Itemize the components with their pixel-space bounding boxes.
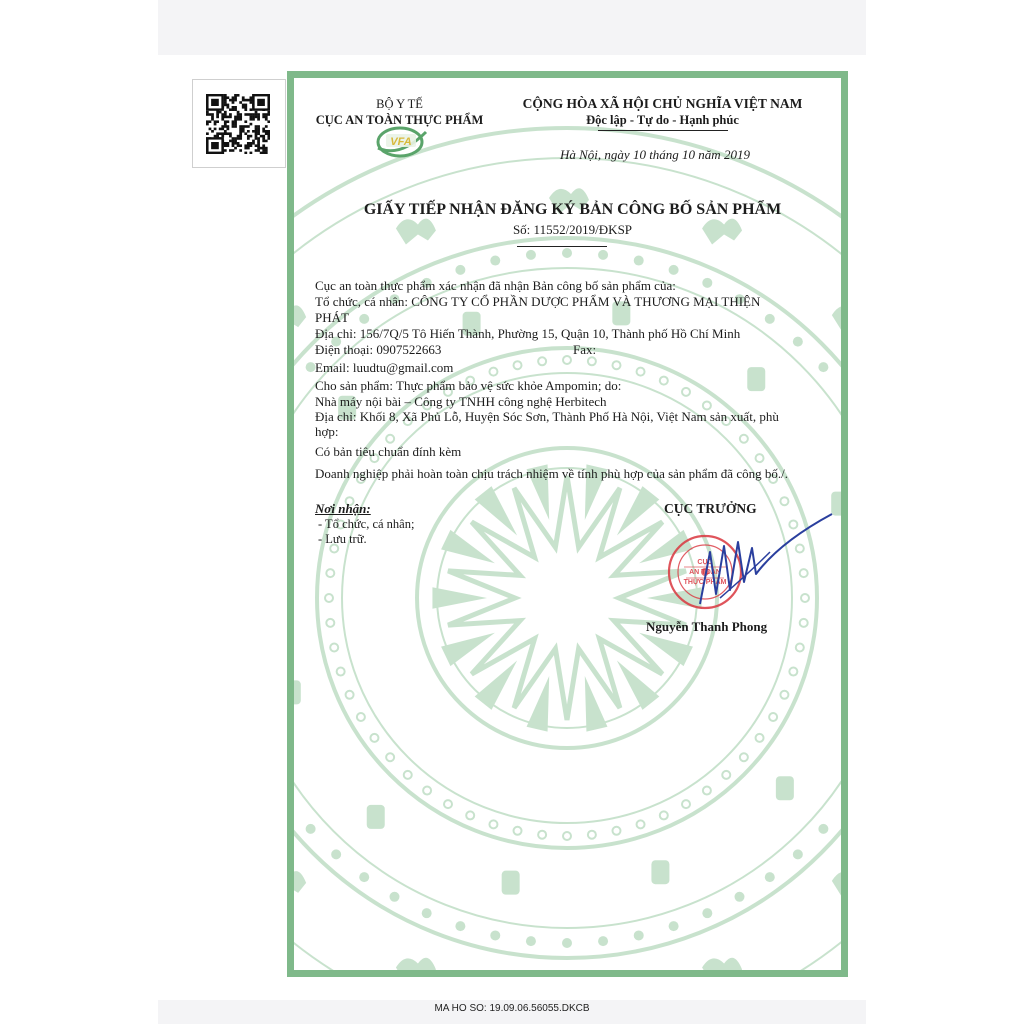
ministry-name: BỘ Y TẾ [376,97,423,111]
title-underline [517,246,607,247]
document-title: GIẤY TIẾP NHẬN ĐĂNG KÝ BẢN CÔNG BỐ SẢN PHẨM [363,201,782,218]
official-stamp-and-signature [660,512,840,622]
department-name: CỤC AN TOÀN THỰC PHẨM [315,113,484,127]
factory-address-cont: hợp: [315,424,339,439]
qr-code [192,79,286,168]
recipient-item: - Lưu trữ. [318,532,367,546]
signatory-position: CỤC TRƯỞNG [664,501,757,516]
factory-address: Địa chỉ: Khối 8, Xã Phủ Lỗ, Huyện Sóc Sơn, Thành Phố Hà Nội, Việt Nam sản xuất, phù [315,409,779,424]
svg-text:CỤC: CỤC [697,559,713,566]
phone-number: Điện thoại: 0907522663 [315,342,442,357]
recipients-heading: Nơi nhận: [315,501,371,516]
svg-text:VFA: VFA [390,136,412,148]
recipient-item: - Tổ chức, cá nhân; [318,517,415,531]
intro-text: Cục an toàn thực phẩm xác nhận đã nhận Bản công bố sản phẩm của: [315,278,676,293]
product-line: Cho sản phẩm: Thực phẩm bảo vệ sức khỏe Ampomin; do: [315,378,622,393]
responsibility-note: Doanh nghiệp phải hoàn toàn chịu trách nhiệm về tính phù hợp của sản phẩm đã công bố./. [315,466,788,481]
qr-code-icon [206,94,270,154]
svg-text:AN TOÀN: AN TOÀN [689,569,721,576]
fax-label: Fax: [573,342,597,357]
svg-text:THỰC PHẨM: THỰC PHẨM [683,579,727,586]
signatory-name: Nguyễn Thanh Phong [646,619,768,634]
motto-underline [598,130,728,131]
country-name: CỘNG HÒA XÃ HỘI CHỦ NGHĨA VIỆT NAM [522,96,803,111]
signature-icon [700,514,832,604]
standard-note: Có bản tiêu chuẩn đính kèm [315,444,462,459]
organization-line: Tổ chức, cá nhân: CÔNG TY CỔ PHẦN DƯỢC PHẨM VÀ THƯƠNG MẠI THIỆN [315,294,761,309]
organization-address: Địa chỉ: 156/7Q/5 Tô Hiến Thành, Phường 15, Quận 10, Thành phố Hồ Chí Minh [315,326,741,341]
factory-name: Nhà máy nội bài – Công ty TNHH công nghệ Herbitech [315,394,607,409]
national-motto: Độc lập - Tự do - Hạnh phúc [586,113,739,127]
organization-line-cont: PHÁT [315,310,349,325]
stamp-icon [669,536,741,608]
document-number: Số: 11552/2019/ĐKSP [512,222,633,237]
issue-date: Hà Nội, ngày 10 tháng 10 năm 2019 [560,147,750,162]
email-address: Email: luudtu@gmail.com [315,360,454,375]
dossier-code: MA HO SO: 19.09.06.56055.DKCB [434,1003,590,1014]
